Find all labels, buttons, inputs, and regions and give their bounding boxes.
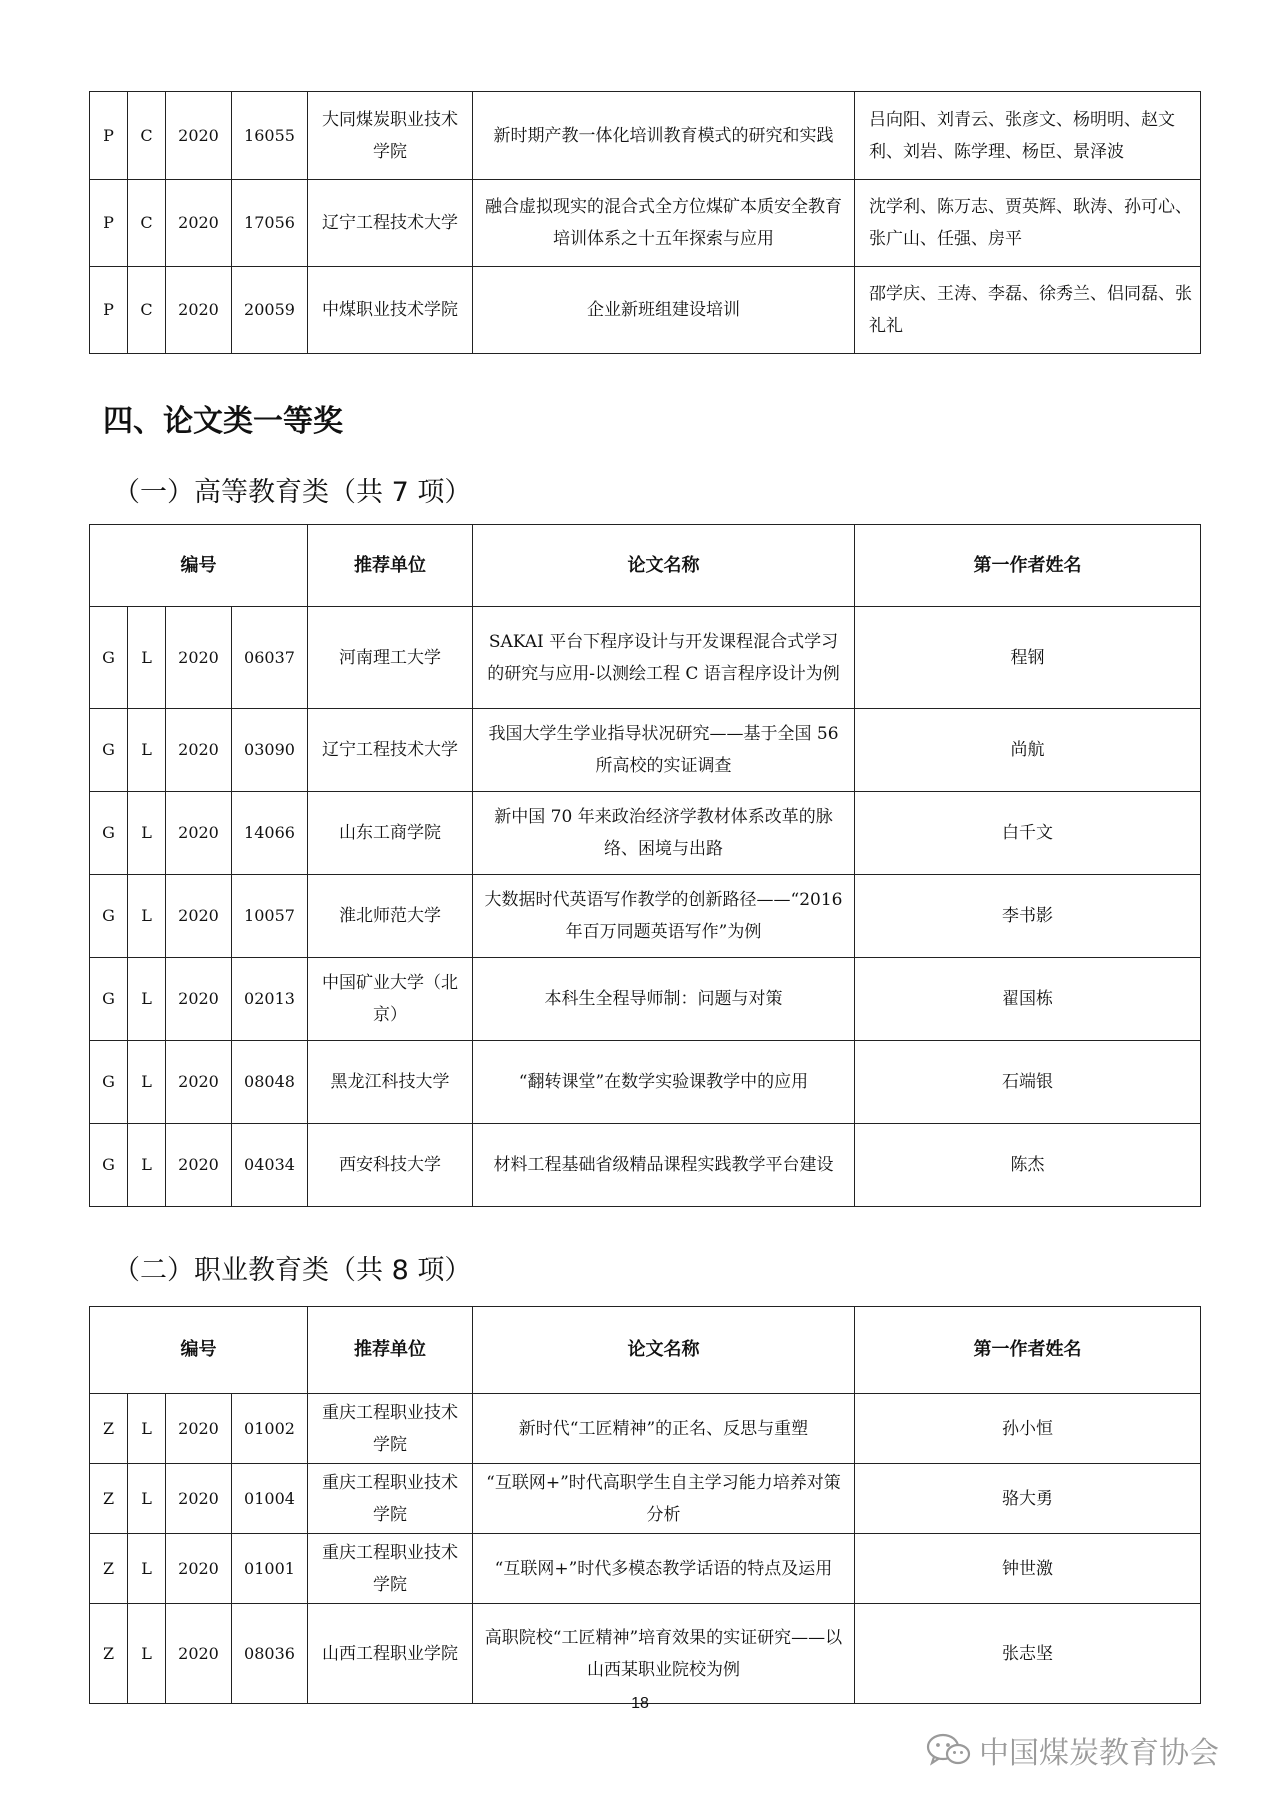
cell-type: G	[90, 1041, 128, 1124]
watermark-text: 中国煤炭教育协会	[979, 1736, 1219, 1771]
table-header-row	[90, 1307, 1201, 1394]
cell-type: Z	[90, 1394, 128, 1464]
header-unit: 推荐单位	[308, 1307, 473, 1394]
cell-title: “翻转课堂”在数学实验课教学中的应用	[473, 1041, 855, 1124]
table-row	[90, 180, 1201, 267]
cell-category: L	[128, 1394, 166, 1464]
cell-title: 融合虚拟现实的混合式全方位煤矿本质安全教育培训体系之十五年探索与应用	[473, 180, 855, 267]
table-row	[90, 92, 1201, 180]
cell-author: 张志坚	[855, 1604, 1201, 1704]
cell-number: 17056	[232, 180, 308, 267]
cell-year: 2020	[166, 92, 232, 180]
subsection-heading: （一）高等教育类（共 7 项）	[113, 477, 472, 508]
cell-year: 2020	[166, 180, 232, 267]
cell-category: L	[128, 1464, 166, 1534]
header-code: 编号	[90, 525, 308, 607]
cell-author: 石端银	[855, 1041, 1201, 1124]
cell-number: 01004	[232, 1464, 308, 1534]
cell-year: 2020	[166, 1604, 232, 1704]
cell-type: P	[90, 180, 128, 267]
cell-number: 03090	[232, 709, 308, 792]
cell-year: 2020	[166, 607, 232, 709]
cell-category: C	[128, 180, 166, 267]
cell-unit: 山东工商学院	[308, 792, 473, 875]
table-row	[90, 1041, 1201, 1124]
cell-author: 陈杰	[855, 1124, 1201, 1207]
table-row	[90, 709, 1201, 792]
cell-unit: 重庆工程职业技术学院	[308, 1464, 473, 1534]
cell-title: 大数据时代英语写作教学的创新路径——“2016 年百万同题英语写作”为例	[473, 875, 855, 958]
cell-category: L	[128, 607, 166, 709]
cell-unit: 大同煤炭职业技术学院	[308, 92, 473, 180]
table-row	[90, 875, 1201, 958]
cell-type: Z	[90, 1604, 128, 1704]
cell-type: Z	[90, 1464, 128, 1534]
cell-title: “互联网+”时代高职学生自主学习能力培养对策分析	[473, 1464, 855, 1534]
cell-category: L	[128, 1604, 166, 1704]
cell-number: 08048	[232, 1041, 308, 1124]
cell-title: SAKAI 平台下程序设计与开发课程混合式学习的研究与应用-以测绘工程 C 语言程序设计为例	[473, 607, 855, 709]
table-row	[90, 1124, 1201, 1207]
cell-members: 邵学庆、王涛、李磊、徐秀兰、侣同磊、张礼礼	[855, 267, 1201, 354]
cell-category: L	[128, 1534, 166, 1604]
cell-author: 骆大勇	[855, 1464, 1201, 1534]
cell-number: 06037	[232, 607, 308, 709]
cell-author: 尚航	[855, 709, 1201, 792]
cell-number: 02013	[232, 958, 308, 1041]
cell-category: L	[128, 875, 166, 958]
cell-title: 材料工程基础省级精品课程实践教学平台建设	[473, 1124, 855, 1207]
table-row	[90, 1534, 1201, 1604]
cell-year: 2020	[166, 1394, 232, 1464]
cell-unit: 辽宁工程技术大学	[308, 180, 473, 267]
cell-title: 我国大学生学业指导状况研究——基于全国 56 所高校的实证调查	[473, 709, 855, 792]
cell-number: 20059	[232, 267, 308, 354]
cell-number: 01002	[232, 1394, 308, 1464]
cell-unit: 中煤职业技术学院	[308, 267, 473, 354]
cell-category: C	[128, 267, 166, 354]
subsection-heading: （二）职业教育类（共 8 项）	[113, 1255, 472, 1286]
cell-number: 14066	[232, 792, 308, 875]
cell-members: 沈学利、陈万志、贾英辉、耿涛、孙可心、张广山、任强、房平	[855, 180, 1201, 267]
cell-title: 新时代“工匠精神”的正名、反思与重塑	[473, 1394, 855, 1464]
cell-category: C	[128, 92, 166, 180]
cell-author: 孙小恒	[855, 1394, 1201, 1464]
cell-type: G	[90, 1124, 128, 1207]
cell-category: L	[128, 1124, 166, 1207]
table-row	[90, 958, 1201, 1041]
cell-year: 2020	[166, 1041, 232, 1124]
cell-unit: 河南理工大学	[308, 607, 473, 709]
cell-number: 04034	[232, 1124, 308, 1207]
table-row	[90, 267, 1201, 354]
cell-author: 白千文	[855, 792, 1201, 875]
header-paper: 论文名称	[473, 1307, 855, 1394]
header-code: 编号	[90, 1307, 308, 1394]
table-row	[90, 1464, 1201, 1534]
cell-unit: 重庆工程职业技术学院	[308, 1394, 473, 1464]
cell-category: L	[128, 792, 166, 875]
cell-category: L	[128, 958, 166, 1041]
cell-year: 2020	[166, 1534, 232, 1604]
cell-number: 16055	[232, 92, 308, 180]
awards-table-continued	[89, 91, 1201, 354]
cell-type: G	[90, 958, 128, 1041]
cell-category: L	[128, 709, 166, 792]
cell-type: G	[90, 607, 128, 709]
cell-number: 10057	[232, 875, 308, 958]
header-author: 第一作者姓名	[855, 1307, 1201, 1394]
cell-year: 2020	[166, 267, 232, 354]
cell-unit: 重庆工程职业技术学院	[308, 1534, 473, 1604]
cell-unit: 辽宁工程技术大学	[308, 709, 473, 792]
table-row	[90, 792, 1201, 875]
watermark	[925, 1728, 1219, 1772]
cell-type: Z	[90, 1534, 128, 1604]
cell-year: 2020	[166, 958, 232, 1041]
cell-title: 新时期产教一体化培训教育模式的研究和实践	[473, 92, 855, 180]
cell-type: G	[90, 792, 128, 875]
header-paper: 论文名称	[473, 525, 855, 607]
header-unit: 推荐单位	[308, 525, 473, 607]
cell-unit: 中国矿业大学（北京）	[308, 958, 473, 1041]
cell-year: 2020	[166, 709, 232, 792]
page-number: 18	[631, 1695, 649, 1712]
cell-title: 本科生全程导师制：问题与对策	[473, 958, 855, 1041]
cell-type: G	[90, 709, 128, 792]
vocational-education-table	[89, 1306, 1201, 1704]
table-row	[90, 1604, 1201, 1704]
cell-title: 高职院校“工匠精神”培育效果的实证研究——以山西某职业院校为例	[473, 1604, 855, 1704]
section-heading: 四、论文类一等奖	[103, 404, 343, 439]
cell-author: 钟世激	[855, 1534, 1201, 1604]
cell-type: P	[90, 92, 128, 180]
cell-unit: 淮北师范大学	[308, 875, 473, 958]
cell-unit: 山西工程职业学院	[308, 1604, 473, 1704]
table-row	[90, 1394, 1201, 1464]
cell-year: 2020	[166, 792, 232, 875]
header-author: 第一作者姓名	[855, 525, 1201, 607]
cell-author: 程钢	[855, 607, 1201, 709]
cell-type: P	[90, 267, 128, 354]
cell-number: 01001	[232, 1534, 308, 1604]
cell-category: L	[128, 1041, 166, 1124]
table-header-row	[90, 525, 1201, 607]
cell-year: 2020	[166, 1124, 232, 1207]
cell-unit: 黑龙江科技大学	[308, 1041, 473, 1124]
cell-year: 2020	[166, 1464, 232, 1534]
cell-author: 李书影	[855, 875, 1201, 958]
cell-author: 翟国栋	[855, 958, 1201, 1041]
wechat-icon	[925, 1733, 971, 1767]
cell-type: G	[90, 875, 128, 958]
cell-year: 2020	[166, 875, 232, 958]
cell-title: “互联网+”时代多模态教学话语的特点及运用	[473, 1534, 855, 1604]
cell-unit: 西安科技大学	[308, 1124, 473, 1207]
cell-members: 吕向阳、刘青云、张彦文、杨明明、赵文利、刘岩、陈学理、杨臣、景泽波	[855, 92, 1201, 180]
cell-number: 08036	[232, 1604, 308, 1704]
cell-title: 新中国 70 年来政治经济学教材体系改革的脉络、困境与出路	[473, 792, 855, 875]
table-row	[90, 607, 1201, 709]
higher-education-table	[89, 524, 1201, 1207]
cell-title: 企业新班组建设培训	[473, 267, 855, 354]
